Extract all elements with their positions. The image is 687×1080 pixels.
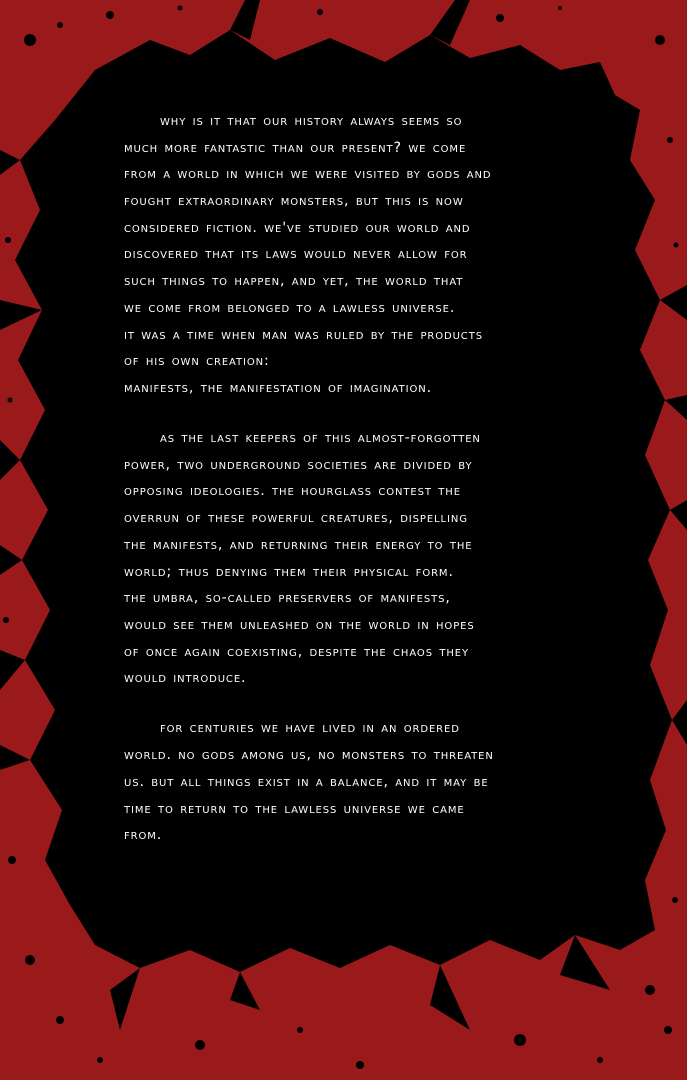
- paragraph-line: us. but all things exist in a balance, and it may be: [124, 773, 489, 790]
- paragraph-line: considered fiction. we've studied our world and: [124, 219, 471, 236]
- paragraph-line: opposing ideologies. the hourglass contest the: [124, 483, 461, 500]
- paragraph-line: for centuries we have lived in an ordered: [160, 720, 460, 737]
- paragraph-line: fought extraordinary monsters, but this is now: [124, 193, 464, 210]
- paragraph-line: world; thus denying them their physical form.: [124, 563, 454, 580]
- paragraph-line: it was a time when man was ruled by the products: [124, 326, 483, 343]
- paragraph-line: the umbra, so-called preservers of manifests,: [124, 590, 451, 607]
- paragraph-line: much more fantastic than our present? we come: [124, 139, 467, 156]
- paragraph-line: power, two underground societies are divided by: [124, 456, 473, 473]
- paragraph-line: world. no gods among us, no monsters to threaten: [124, 747, 494, 764]
- paragraph-line: manifests, the manifestation of imagination.: [124, 379, 433, 396]
- paragraph-line: of once again coexisting, despite the chaos they: [124, 643, 470, 660]
- paragraph-line: from a world in which we were visited by gods and: [124, 166, 492, 183]
- paragraph-line: as the last keepers of this almost-forgotten: [160, 430, 481, 447]
- paragraph-line: of his own creation:: [124, 353, 270, 370]
- paragraph-line: we come from belonged to a lawless universe.: [124, 299, 456, 316]
- paragraph-line: would introduce.: [124, 670, 247, 687]
- paragraph-line: the manifests, and returning their energy to the: [124, 536, 473, 553]
- paragraph-line: overrun of these powerful creatures, dispelling: [124, 510, 468, 527]
- paragraph-line: from.: [124, 827, 163, 844]
- paragraph-line: why is it that our history always seems so: [160, 113, 463, 129]
- paragraph-line: time to return to the lawless universe we came: [124, 800, 465, 817]
- paragraph-line: discovered that its laws would never allow for: [124, 246, 468, 263]
- paragraph-line: would see them unleashed on the world in hopes: [124, 616, 475, 633]
- paragraph-3: [124, 715, 594, 848]
- paragraph-1: [124, 108, 594, 402]
- paragraph-2: [124, 425, 594, 692]
- paragraph-line: such things to happen, and yet, the world that: [124, 273, 464, 290]
- story-text: [124, 108, 594, 872]
